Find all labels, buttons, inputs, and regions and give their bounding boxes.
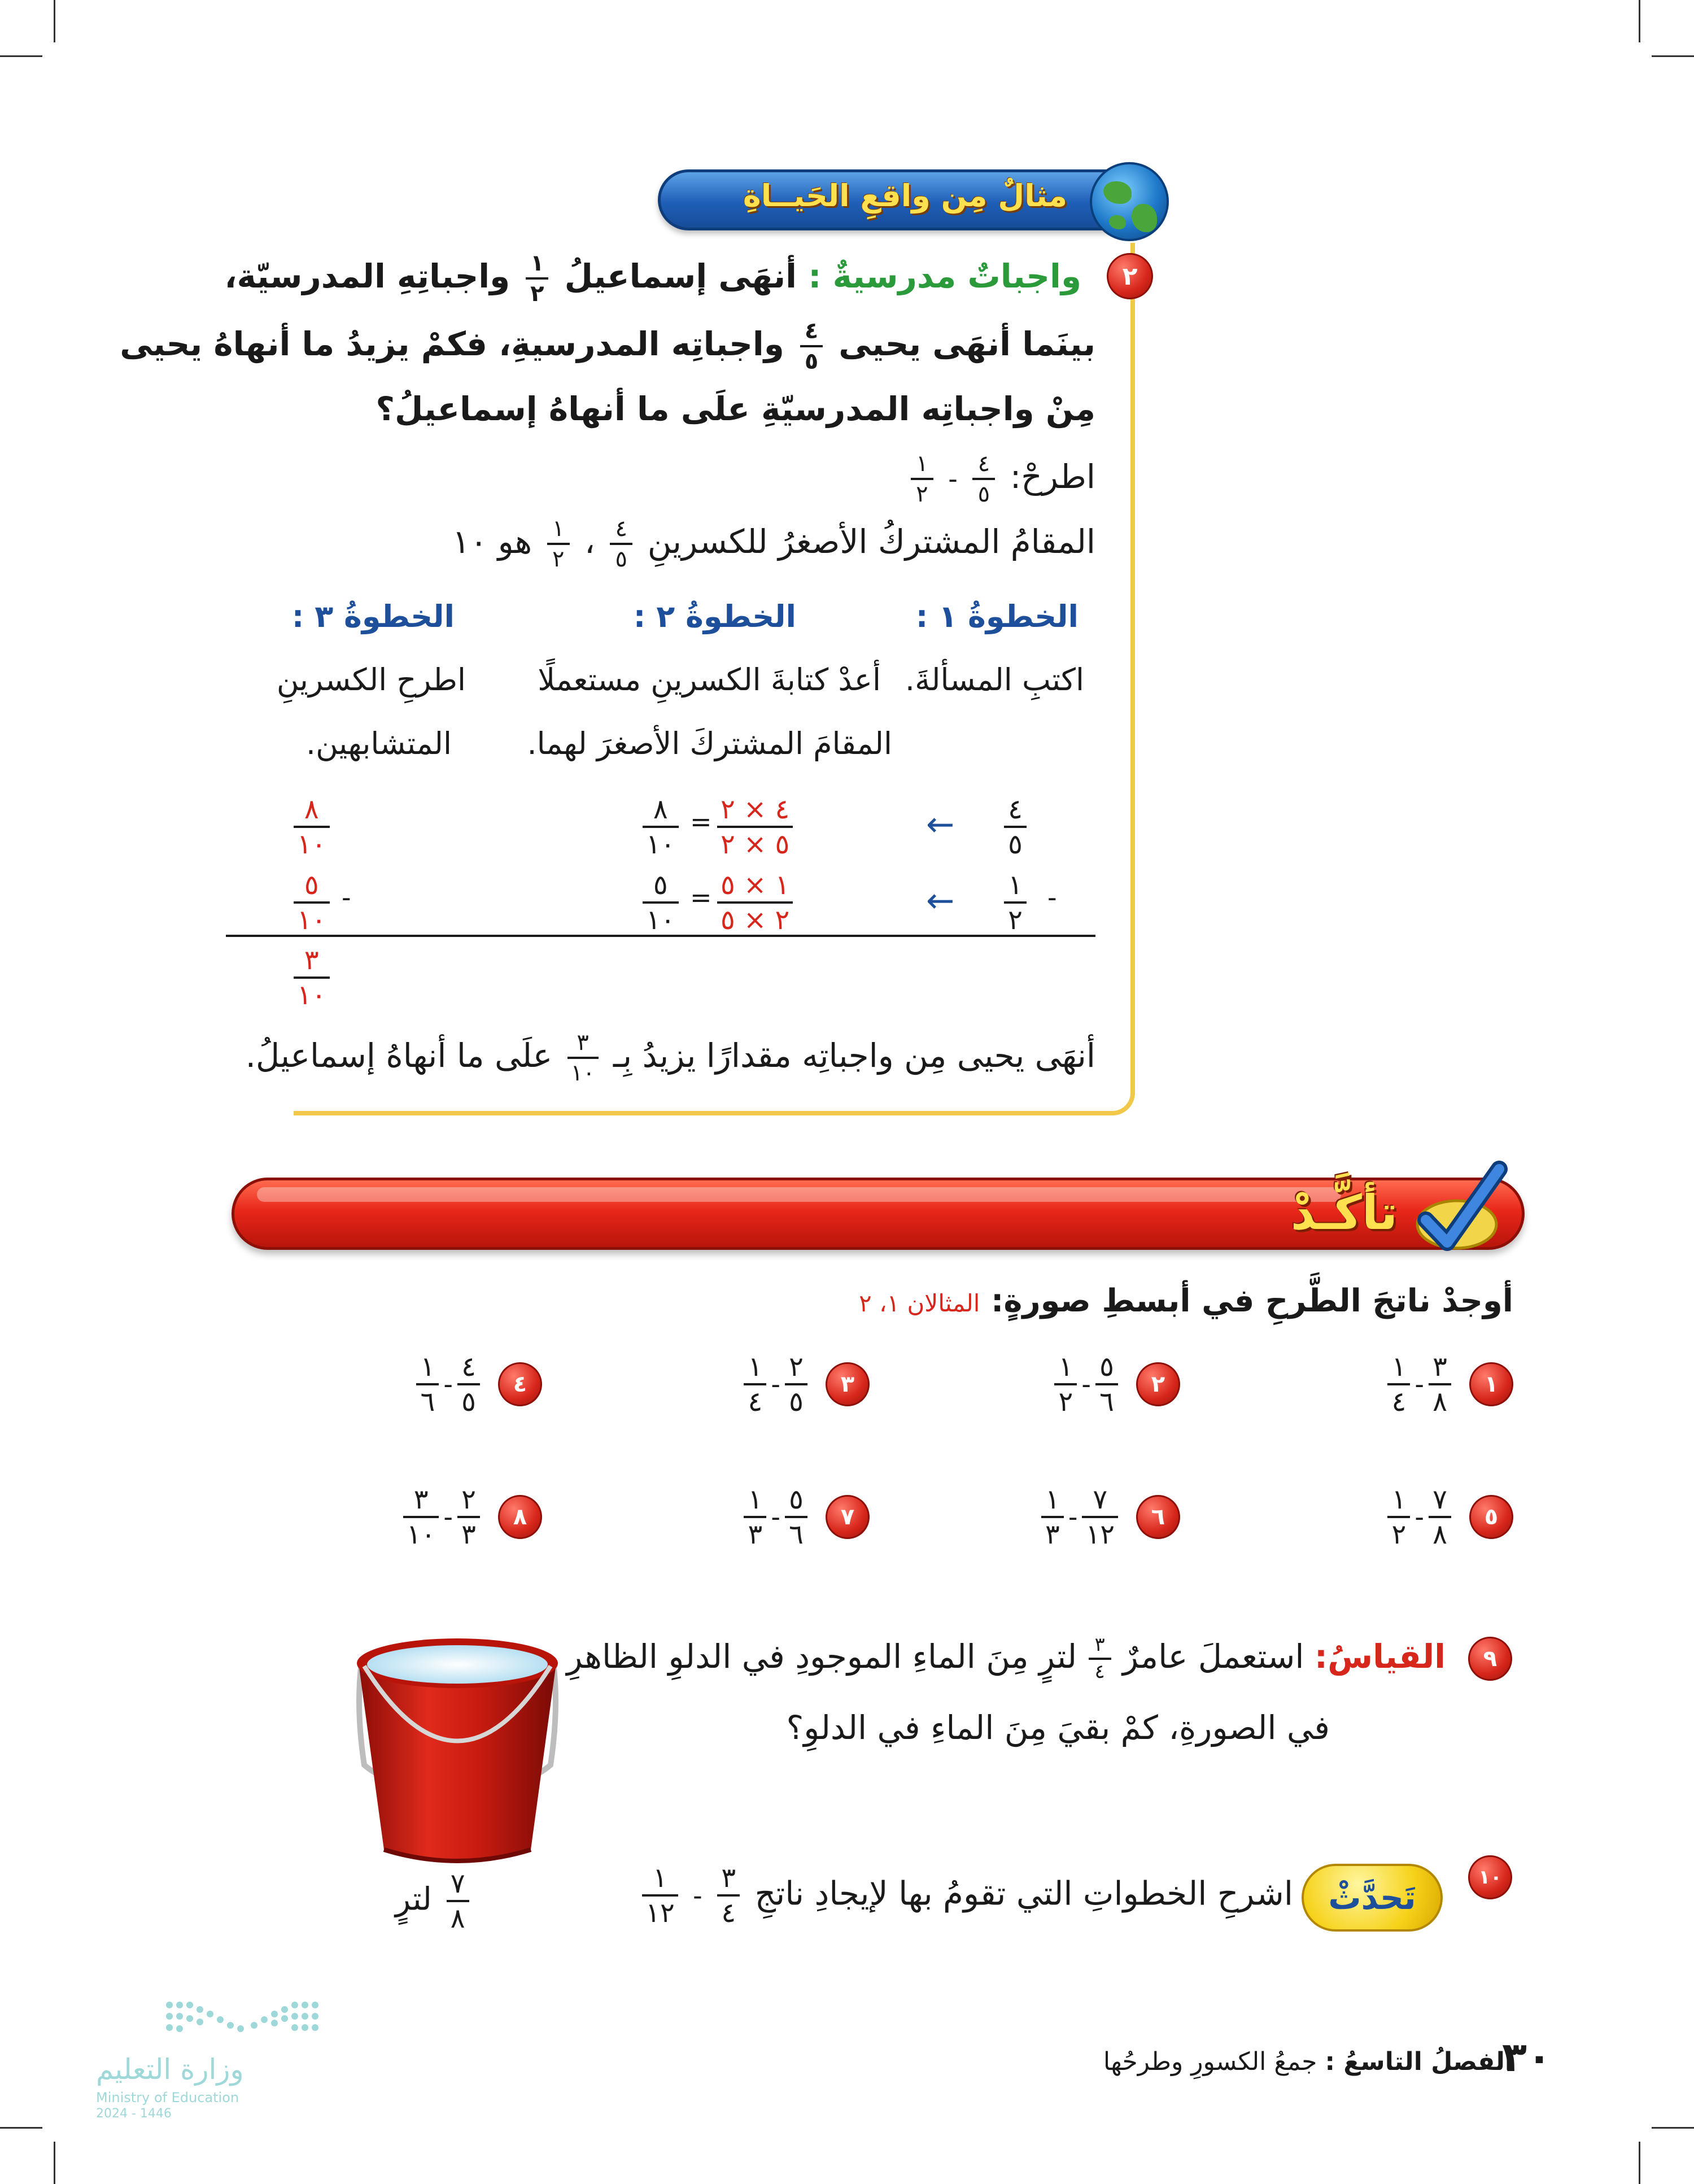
fraction-numerator: ١ [916, 451, 928, 477]
step-2-heading: الخطوةُ ٢ : [633, 599, 796, 634]
check-instruction-line [859, 1282, 1513, 1320]
arrow-icon: ← [926, 881, 955, 921]
fraction-denominator: ٦ [420, 1386, 435, 1418]
fraction-denominator: ٢ [916, 481, 928, 507]
fraction-a [457, 1353, 480, 1416]
check-instruction: أوجدْ ناتجَ الطَّرحِ في أبسطِ صورةٍ: [990, 1283, 1513, 1319]
ministry-name: وزارة التعليم [96, 2053, 244, 2086]
arrow-icon: ← [926, 805, 955, 844]
conclusion-fraction [567, 1031, 599, 1085]
fraction-denominator: ١٠ [646, 904, 675, 936]
fraction-numerator: ٨ [653, 794, 668, 825]
footer-chapter-line [1005, 2047, 1513, 2076]
minus-sign: - [693, 1880, 702, 1911]
bucket-unit: لترٍ [395, 1881, 432, 1918]
fraction-numerator: ١ [1058, 1351, 1073, 1383]
exercise-8 [399, 1485, 542, 1549]
fraction-numerator: ١ [748, 1484, 763, 1515]
fraction-numerator: ٥ [653, 869, 668, 901]
example-line1-fraction [526, 251, 548, 306]
fraction-denominator: ١٢ [1085, 1519, 1115, 1551]
question-10-line [638, 1864, 1293, 1928]
fraction-numerator: ١ [748, 1351, 763, 1383]
example-topic: واجباتٌ مدرسيةٌ : [808, 257, 1081, 296]
exercise-number-badge: ٤ [498, 1362, 542, 1406]
exercise-number-badge: ٣ [826, 1362, 870, 1406]
fraction-numerator: ١ [1391, 1351, 1407, 1383]
example-conclusion [246, 1031, 1095, 1085]
fraction-numerator: ١ [1391, 1484, 1407, 1515]
fraction-b [744, 1353, 766, 1416]
equals-sign: = [690, 882, 712, 913]
fraction-denominator: ٥ [977, 481, 990, 507]
fraction-denominator: ٥ × ٢ [721, 829, 790, 861]
globe-icon [1090, 162, 1169, 241]
question-9-badge: ٩ [1468, 1637, 1512, 1681]
fraction-denominator: ٤ [748, 1386, 763, 1418]
step1-fraction-top [999, 795, 1031, 859]
minus-sign: - [1068, 1502, 1078, 1533]
fraction-denominator: ١٢ [645, 1897, 675, 1929]
fraction-denominator: ٨ [1433, 1519, 1447, 1551]
subtract-fraction-b [911, 452, 933, 506]
fraction-denominator: ٢ × ٥ [721, 904, 790, 936]
exercise-3 [739, 1353, 870, 1416]
minus-sign: - [443, 1369, 453, 1400]
fraction-numerator: ٤ [1008, 794, 1023, 825]
lcd-text-a: المقامُ المشتركُ الأصغرُ للكسرينِ [647, 522, 1095, 561]
lcd-fraction-a [610, 517, 632, 571]
fraction-denominator: ١٠ [406, 1519, 436, 1551]
fraction-denominator: ٢ [1058, 1386, 1073, 1418]
example-banner-title: مثالٌ مِن واقعِ الحَيــاةِ [743, 178, 1067, 213]
fraction-numerator: ٥ [304, 869, 319, 901]
fraction-denominator: ٥ [804, 348, 819, 374]
fraction-denominator: ٤ [1094, 1660, 1105, 1683]
fraction-denominator: ٨ [1433, 1386, 1447, 1418]
exercise-number-badge: ١ [1469, 1362, 1513, 1406]
exercise-6 [1037, 1485, 1180, 1549]
step-3-heading: الخطوةُ ٣ : [291, 599, 455, 634]
fraction-denominator: ١٠ [297, 979, 326, 1012]
fraction-a [717, 1864, 740, 1928]
example-line-1 [224, 251, 1081, 306]
fraction-denominator: ٦ [1099, 1386, 1114, 1418]
exercise-7 [739, 1485, 870, 1549]
fraction-denominator: ٥ [615, 546, 628, 572]
fraction-denominator: ٢ [530, 281, 544, 307]
conclusion-text-b: علَى ما أنهاهُ إسماعيلُ. [245, 1036, 553, 1075]
fraction-numerator: ٣ [1094, 1633, 1105, 1656]
example-line1-b: واجباتِهِ المدرسيّة، [224, 257, 510, 296]
fraction-numerator: ٢ [461, 1484, 476, 1515]
example-line-3: مِنْ واجباتِه المدرسيّةِ علَى ما أنهاهُ إسماعيلُ؟ [376, 390, 1095, 428]
equals-sign: = [690, 807, 712, 837]
question-9-text-a: استعملَ عامرٌ [1123, 1637, 1304, 1676]
fraction-b [1387, 1353, 1410, 1416]
step2-bottom-result [638, 871, 683, 935]
step2-bottom-expression [713, 871, 797, 935]
fraction-denominator: ٣ [461, 1519, 476, 1551]
fraction-numerator: ٤ [461, 1351, 476, 1383]
fraction-b [642, 1864, 678, 1928]
bucket-fraction [447, 1869, 469, 1933]
fraction-denominator: ١٠ [297, 829, 326, 861]
fraction-numerator: ٤ [977, 451, 990, 477]
fraction-numerator: ٨ [304, 794, 319, 825]
exercise-1 [1383, 1353, 1513, 1416]
fraction-numerator: ٣ [304, 944, 319, 976]
fraction-denominator: ٥ [461, 1386, 476, 1418]
fraction-denominator: ١٠ [646, 829, 675, 861]
minus-sign: - [1047, 882, 1057, 913]
fraction-numerator: ٢ [789, 1351, 804, 1383]
check-example-ref: المثالان ١، ٢ [859, 1289, 980, 1317]
fraction-numerator: ٤ [615, 516, 628, 542]
step2-top-expression [713, 795, 797, 859]
fraction-numerator: ١ [420, 1351, 435, 1383]
check-banner [232, 1178, 1525, 1250]
fraction-denominator: ١٠ [570, 1060, 595, 1086]
fraction-a [1429, 1353, 1451, 1416]
fraction-b [416, 1353, 439, 1416]
fraction-b [744, 1485, 766, 1549]
fraction-numerator: ١ × ٥ [721, 869, 790, 901]
question-10-text: اشرحِ الخطواتِ التي تقومُ بها لإيجادِ ناتجِ [754, 1874, 1293, 1913]
question-9-text-b: لترٍ مِنَ الماءِ الموجودِ في الدلوِ الظاهرِ [566, 1637, 1077, 1676]
minus-sign: - [771, 1502, 780, 1533]
fraction-b [403, 1485, 439, 1549]
subtract-label: اطرحْ: [1010, 457, 1095, 496]
bucket-label [395, 1869, 474, 1933]
fraction-numerator: ٧ [1093, 1484, 1108, 1515]
exercise-number-badge: ٢ [1136, 1362, 1180, 1406]
example-line2-fraction [800, 319, 823, 373]
talk-bubble: تَحدَّثْ [1302, 1864, 1443, 1932]
conclusion-text-a: أنهَى يحيى مِن واجباتِه مقدارًا يزيدُ بِـ [613, 1036, 1095, 1075]
subtraction-rule [226, 935, 1095, 937]
example-line1-a: أنهَى إسماعيلُ [564, 257, 797, 296]
fraction-numerator: ١ [1045, 1484, 1060, 1515]
exercise-number-badge: ٧ [826, 1495, 870, 1539]
page-number: ٣٠ [1502, 2033, 1552, 2081]
fraction-a [1095, 1353, 1118, 1416]
minus-sign: - [948, 464, 958, 495]
fraction-numerator: ١ [1008, 869, 1023, 901]
fraction-denominator: ٥ [1008, 829, 1023, 861]
step3-fraction-bottom [289, 871, 334, 935]
fraction-numerator: ٧ [450, 1868, 465, 1899]
lcd-text-b: هو ١٠ [452, 522, 532, 561]
fraction-a [785, 1353, 807, 1416]
fraction-numerator: ٣ [577, 1030, 589, 1056]
fraction-b [1054, 1353, 1077, 1416]
check-title: تأكَّـدْ [1290, 1185, 1398, 1240]
fraction-denominator: ٥ [789, 1386, 804, 1418]
example-line2-b: واجباتِه المدرسيةِ، فكمْ يزيدُ ما أنهاهُ يحيى [120, 325, 784, 364]
minus-sign: - [342, 882, 351, 913]
step-3-text-line2: المتشابهين. [305, 726, 452, 761]
fraction-b [1041, 1485, 1064, 1549]
exercise-number-badge: ٨ [498, 1495, 542, 1539]
exercise-4 [412, 1353, 542, 1416]
ministry-logo [90, 1994, 328, 2121]
fraction-numerator: ٧ [1433, 1484, 1447, 1515]
step-2-text-line1: أعدْ كتابةَ الكسرينِ مستعملًا [538, 662, 881, 698]
step1-fraction-bottom [999, 871, 1031, 935]
minus-sign: - [443, 1502, 453, 1533]
example-number-badge: ٢ [1107, 253, 1153, 299]
minus-sign: - [1081, 1369, 1091, 1400]
subtract-statement [906, 452, 1095, 506]
fraction-denominator: ١٠ [297, 904, 326, 936]
step3-result [289, 946, 334, 1010]
footer-chapter: الفصلُ التاسعُ : [1325, 2047, 1513, 2076]
step-3-text-line1: اطرحِ الكسرينِ [276, 662, 466, 698]
fraction-a [1429, 1485, 1451, 1549]
fraction-denominator: ٢ [552, 546, 565, 572]
fraction-a [785, 1485, 807, 1549]
fraction-denominator: ٤ [1391, 1386, 1407, 1418]
fraction-numerator: ٣ [1433, 1351, 1447, 1383]
fraction-numerator: ٥ [1099, 1351, 1114, 1383]
fraction-denominator: ٣ [1045, 1519, 1060, 1551]
fraction-numerator: ١ [653, 1862, 667, 1894]
question-10-badge: ١٠ [1468, 1855, 1512, 1899]
question-9-fraction [1089, 1635, 1111, 1682]
minus-sign: - [1414, 1369, 1424, 1400]
fraction-a [1082, 1485, 1118, 1549]
example-banner [658, 169, 1160, 230]
step-1-text: اكتبِ المسألةَ. [905, 662, 1084, 698]
fraction-numerator: ٤ [804, 318, 819, 344]
example-line-2 [120, 319, 1095, 373]
lcd-statement: المقامُ المشتركُ الأصغرُ للكسرينِ $\frac{٤}{٥}$ ، $\frac{١}{٢}$ هو ١٠ [452, 516, 1095, 572]
water-bucket-image [339, 1624, 576, 1872]
lcd-fraction-b [547, 517, 570, 571]
fraction-denominator: ٣ [748, 1519, 763, 1551]
fraction-denominator: ٢ [1008, 904, 1023, 936]
fraction-denominator: ٨ [450, 1903, 465, 1935]
minus-sign: - [1414, 1502, 1424, 1533]
fraction-numerator: ٥ [789, 1484, 804, 1515]
footer-chapter-title: جمعُ الكسورِ وطرحُها [1103, 2047, 1317, 2076]
fraction-numerator: ١ [530, 250, 544, 276]
exercise-number-badge: ٥ [1469, 1495, 1513, 1539]
fraction-numerator: ٤ × ٢ [721, 794, 790, 825]
step3-fraction-top [289, 795, 334, 859]
ministry-name-english: Ministry of Education [96, 2090, 239, 2105]
fraction-denominator: ٢ [1391, 1519, 1407, 1551]
exercise-5 [1383, 1485, 1513, 1549]
step-2-text-line2: المقامَ المشتركَ الأصغرَ لهما. [527, 726, 892, 761]
step-1-heading: الخطوةُ ١ : [915, 599, 1079, 634]
question-9-line-1 [566, 1635, 1446, 1682]
fraction-denominator: ٦ [789, 1519, 804, 1551]
minus-sign: - [771, 1369, 780, 1400]
fraction-b [1387, 1485, 1410, 1549]
exercise-2 [1050, 1353, 1180, 1416]
fraction-numerator: ٣ [721, 1862, 736, 1894]
step2-top-result [638, 795, 683, 859]
ministry-logo-dots-icon [164, 1994, 328, 2044]
fraction-numerator: ٣ [413, 1484, 429, 1515]
checkmark-icon [1403, 1158, 1510, 1265]
question-9-label: القياسُ: [1314, 1637, 1446, 1676]
exercise-number-badge: ٦ [1136, 1495, 1180, 1539]
ministry-year: 2024 - 1446 [96, 2107, 172, 2121]
example-line2-a: بينَما أنهَى يحيى [839, 325, 1095, 364]
fraction-a [457, 1485, 480, 1549]
fraction-denominator: ٤ [721, 1897, 736, 1929]
fraction-numerator: ١ [552, 516, 565, 542]
subtract-fraction-a [972, 452, 995, 506]
question-9-line-2: في الصورةِ، كمْ بقيَ مِنَ الماءِ في الدلوِ؟ [786, 1708, 1330, 1747]
